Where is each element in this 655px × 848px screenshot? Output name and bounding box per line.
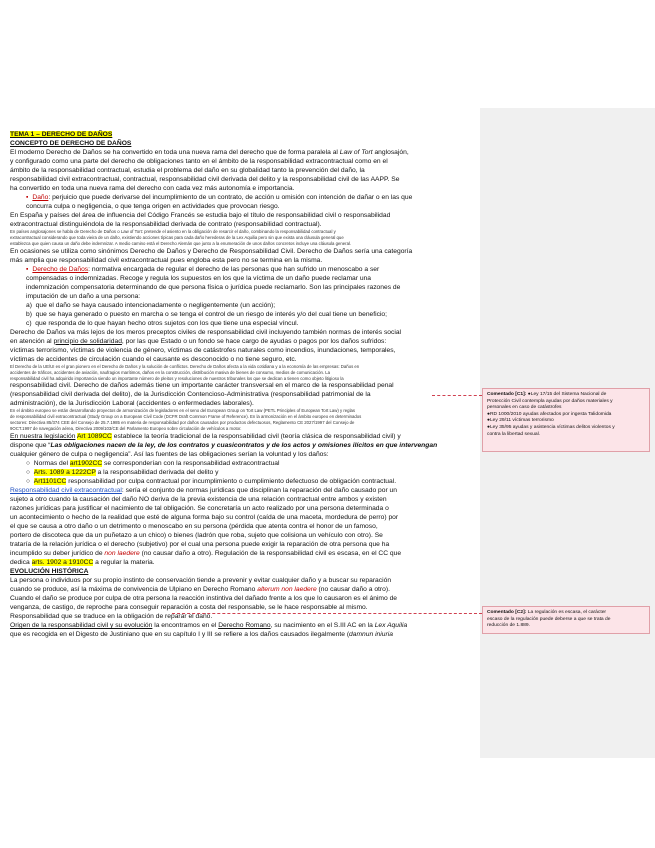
small-note-line: de responsabilidad civil extracontractual (Study Group on a European Civil Code (DCFR Draft Common Frame of Reference). En la armonización en el ámbito europeo en determinados <box>10 414 362 420</box>
small-note-line: 9OCT.1997 de navegación aérea, Directiva 2009/103/CE del Parlamento Europeo sobre circulación de vehículos a motor. <box>10 426 242 432</box>
circle-bullet-icon: ○ <box>26 478 31 486</box>
paragraph-line: cuando se produce, así la máxima de convivencia de Ulpiano en Derecho Romano alterum non laedere (no causar daño a otro). <box>10 586 390 594</box>
list-item: a) que el daño se haya causado intencionadamente o negligentemente (un acción); <box>26 301 276 309</box>
small-note-line: establezca que quien causa un daño debe indemnizar. A medio camino está el Derecho Alemán que junto a la enumeración de unos daños concretos incluye una cláusula general. <box>10 240 352 246</box>
paragraph-line: Responsabilidad civil extracontractual: sería el conjunto de normas jurídicas que disciplinan la reparación del daño causado por un <box>10 487 397 495</box>
paragraph-line: razones jurídicas para justificar el nacimiento de tal obligación. Se concretaría un acto realizado por una persona determinada o <box>10 505 389 513</box>
paragraph-line: Cuando el daño se produce por culpa de otra persona la reacción instintiva del dañado frente a los que lo causaron es el ánimo de <box>10 595 398 603</box>
paragraph-line: incumplido su deber jurídico de non laedere (no causar daño a otro). Regulación de la responsabilidad civil es escasa, en el CC que <box>10 550 402 558</box>
paragraph-line: ámbito de la responsabilidad contractual, estudia el problema del daño en su globalidad tanto la prevención del daño, la <box>10 167 365 174</box>
paragraph-line: concurra culpa o negligencia, o que tenga origen en actividades que provocan riesgo. <box>26 203 280 210</box>
bullet-derecho-danos: ▪ Derecho de Daños: normativa encargada de regular el derecho de las personas que han sufrido un menoscabo a ser <box>26 265 380 273</box>
document-body <box>10 130 480 639</box>
term-non-laedere: non laedere <box>104 550 140 558</box>
paragraph-line: administración), de la Jurisdicción Laboral (accidentes o enfermedades laborales). <box>10 400 254 408</box>
small-note-line: accidentes de tráficos, accidentes de aviación, naufragios marítimos, daños en la construcción, distribución masiva de bienes de consumo, medios de comunicación. La <box>10 369 331 375</box>
highlight-arts1902: arts. 1902 a 1910CC <box>31 559 94 567</box>
paragraph-line: En ocasiones se utiliza como sinónimos Derecho de Daños y Derecho de Responsabilidad Civil. Derecho de Daños sería una categoría <box>10 247 413 255</box>
list-item: ○ Arts. 1089 a 1222CP a la responsabilidad derivada del delito y <box>26 469 219 477</box>
paragraph-line: La persona o individuos por su propio instinto de conservación tiende a prevenir y evitar cualquier daño y a buscar su reparación <box>10 577 392 585</box>
small-note-line: En el ámbito europeo se están desarrollando proyectos de armonización de legisladores en el seno del European Group on Tort Law (PETL Principles of European Tort Law) y reglas <box>10 408 356 414</box>
paragraph-line: En España y países del área de influencia del Código Francés se estudia bajo el título de responsabilidad civil o responsabilidad <box>10 212 391 219</box>
paragraph-line: venganza, de castigo, de reproche para conseguir reparación a costa del responsable, se le hace responsable al mismo. <box>10 604 368 612</box>
comment-leader-line <box>432 395 482 396</box>
paragraph-line: responsabilidad civil. Derecho de daños además tiene un importante carácter transversal en el marco de la responsabilidad penal <box>10 382 394 390</box>
link-origen: Origen de la responsabilidad civil y su evolución <box>10 622 153 630</box>
term-dano: Daño <box>32 194 49 201</box>
bullet-icon: ▪ <box>26 265 29 273</box>
list-item: b) que se haya generado o puesto en marcha o se tenga el control de un riesgo de interés y/o del cual tiene un beneficio; <box>26 310 388 318</box>
small-note-line: En países anglosajones se habla de Derecho de Daños o Law of Tort: pretende el asiento en la obligación de resarcir el daño, combinando la responsabilidad contractual y <box>10 229 336 234</box>
paragraph-line: y configurado como una parte del derecho de obligaciones tanto en el ámbito de la responsabilidad extracontractual como en el <box>10 158 388 165</box>
quote-text: Las obligaciones nacen de la ley, de los contratos y cuasicontratos y de los actos y omisiones ilícitos en que intervengan <box>50 442 438 450</box>
document-title: TEMA 1 – DERECHO DE DAÑOS <box>10 131 113 138</box>
link-principio-solidaridad: principio de solidaridad <box>53 337 122 345</box>
link-rce: Responsabilidad civil extracontractual <box>10 487 122 495</box>
circle-bullet-icon: ○ <box>26 469 31 477</box>
small-note-line: responsabilidad civil ha adquirido importancia siendo un importante número de pleitos y resoluciones de nuestros tribunales los que se dedican a tienen como objeto litigioso la <box>10 375 344 381</box>
link-derecho-romano: Derecho Romano <box>218 622 271 630</box>
link-legislacion: En nuestra legislación <box>10 433 76 441</box>
paragraph-line: más amplia que responsabilidad civil extracontractual pues engloba esta pero no se termina en la misma. <box>10 256 323 264</box>
paragraph-line: víctimas de accidentes de circulación cuando el causante es desconocido o no tiene seguro, etc. <box>10 355 297 363</box>
paragraph-line: En nuestra legislación Art 1089CC establece la teoría tradicional de la responsabilidad civil (teoría clásica de responsabilidad civil) y <box>10 433 401 441</box>
paragraph-line: víctimas terrorismo, víctimas de violencia de género, víctimas de catástrofes naturales como incendios, inundaciones, temporales, <box>10 346 396 354</box>
paragraph-line: imputación de un daño a una persona: <box>26 292 141 300</box>
paragraph-line: el que se causa a otro daño o un detrimento o menoscabo en su persona (pérdida que atenta contra el honor de un famoso, <box>10 523 378 531</box>
paragraph-line: en atención al principio de solidaridad, por las que Estado o un fondo se hace cargo de ayudas o pagos por los daños sufridos: <box>10 337 387 345</box>
paragraph-line: sujeto a otro cuando la causación del daño NO deriva de la previa existencia de una relación contractual entre ambos y existen <box>10 496 387 504</box>
small-note-line: El Derecho de la UE/UI es el gran pionero en el Derecho de Daños y la solución de conflictos. Derecho de Daños afecta a la vida cotidiana y a la economía de las empresas: Daños en <box>10 363 360 369</box>
list-item: ○ Art1101CC responsabilidad por culpa contractual por incumplimiento o cumplimiento defectuoso de obligación contractual. <box>26 478 397 486</box>
paragraph-line: compensadas o indemnizadas. Recoge y regula los supuestos en los que la víctima de un daño puede reclamar una <box>26 274 371 282</box>
list-item: ○ Normas del art1902CC se corresponderían con la responsabilidad extracontractual <box>26 460 280 468</box>
section-heading-evolucion: EVOLUCIÓN HISTÓRICA <box>10 568 89 576</box>
bullet-icon: ▪ <box>26 194 29 201</box>
paragraph-line: trataría de la relación jurídica o el derecho (subjetivo) por el cual una persona puede exigir la reparación de otra persona que ha <box>10 541 390 549</box>
list-item: c) que responda de lo que hayan hecho otros sujetos con los que tiene una especial víncul. <box>26 319 299 327</box>
paragraph-line: Origen de la responsabilidad civil y su evolución la encontramos en el Derecho Romano, su nacimiento en el S.III AC en la Lex Aquilia <box>10 622 408 630</box>
small-note-line: sectores: Directiva 85/374 CEE del Consejo de 25.7.1985 en materia de responsabilidad por daños causados por productos defectuosos, Reglamento CE 2027/1997 del Consejo de <box>10 420 355 426</box>
paragraph-line: responsabilidad civil extracontractual, contractual, responsabilidad civil derivada del delito y la responsabilidad civil de las AAPP. Se <box>10 176 400 183</box>
paragraph-line: dispone que “Las obligaciones nacen de la ley, de los contratos y cuasicontratos y de los actos y omisiones ilícitos en que intervengan <box>10 442 438 450</box>
paragraph-line: portero de discoteca que da un puñetazo a un chico) o bienes (ladrón que roba, sujeto que colisiona un vehículo con otro). Se <box>10 532 383 540</box>
paragraph-line: El moderno Derecho de Daños se ha convertido en toda una nueva rama del derecho que de forma paralela al Law of Tort anglosajón, <box>10 149 409 156</box>
comment-box-c1[interactable]: Comentado [C1]: ●Ley 17/15 del Sistema Nacional de Protección Civil contempla ayudas por daños materiales y personales en caso de catástrofes ●RD 1000/2010 ayudas afectados por ingesta Talidomida ●Ley 29/11 víctimas terrorismo ●Ley 35/95 ayudas y asistencia víctimas delitos violentos y contra la libertad sexual. <box>482 388 650 452</box>
paragraph-line: ha convertido en toda una nueva rama del derecho con cada vez más autonomía e importancia. <box>10 185 295 192</box>
paragraph-line: indemnización compensatoria determinando de que persona física o jurídica puede reclamarlo. Son las principales razones de <box>26 283 401 291</box>
comment-leader-line <box>172 613 482 614</box>
paragraph-line: dedica arts. 1902 a 1910CC a regular la materia. <box>10 559 155 567</box>
paragraph-line: cualquier género de culpa o negligencia”. Así las fuentes de las obligaciones serían la voluntad y los daños: <box>10 451 329 459</box>
paragraph-line: (responsabilidad civil derivada del delito), de la Jurisdicción Contencioso-Administrativa (responsabilidad patrimonial de la <box>10 391 371 399</box>
paragraph-line: extracontractual distinguiéndola de la responsabilidad derivada de contrato (responsabilidad contractual). <box>10 221 322 228</box>
paragraph-line: Responsabilidad que se traduce en la obligación de reparar el daño. <box>10 613 213 621</box>
paragraph-line: un acontecimiento o hecho de la realidad que esté de alguna forma bajo su control (caída de una maceta, mordedura de perro) por <box>10 514 399 522</box>
highlight-art1089: Art 1089CC <box>76 433 112 441</box>
section-heading-concepto: CONCEPTO DE DERECHO DE DAÑOS <box>10 140 132 147</box>
circle-bullet-icon: ○ <box>26 460 31 468</box>
paragraph-line: Derecho de Daños va más lejos de los meros preceptos civiles de responsabilidad civil incluyendo también normas de interés social <box>10 328 402 336</box>
term-derecho-danos: Derecho de Daños <box>32 265 89 273</box>
small-note-line: extracontractual considerando que toda vieira de un daño, existiendo acciones típicas para cada daño herederas de la Lex Aquilia pero sin que exista una cláusula general que <box>10 234 344 240</box>
term-alterum: alterum non laedere <box>257 586 317 594</box>
bullet-dano: ▪ Daño: perjuicio que puede derivarse del incumplimiento de un contrato, de acción u omisión con intención de dañar o en las que <box>26 194 413 201</box>
comment-box-c2[interactable]: Comentado [C2]: La regulación es escasa, el carácter escaso de la regulación puede deberse a que se trata de reducción de 1.889. <box>482 606 650 634</box>
paragraph-line: que es recogida en el Digesto de Justiniano que en su capítulo I y III se refiere a los daños causados ilegalmente (damnun iniuria <box>10 631 393 639</box>
